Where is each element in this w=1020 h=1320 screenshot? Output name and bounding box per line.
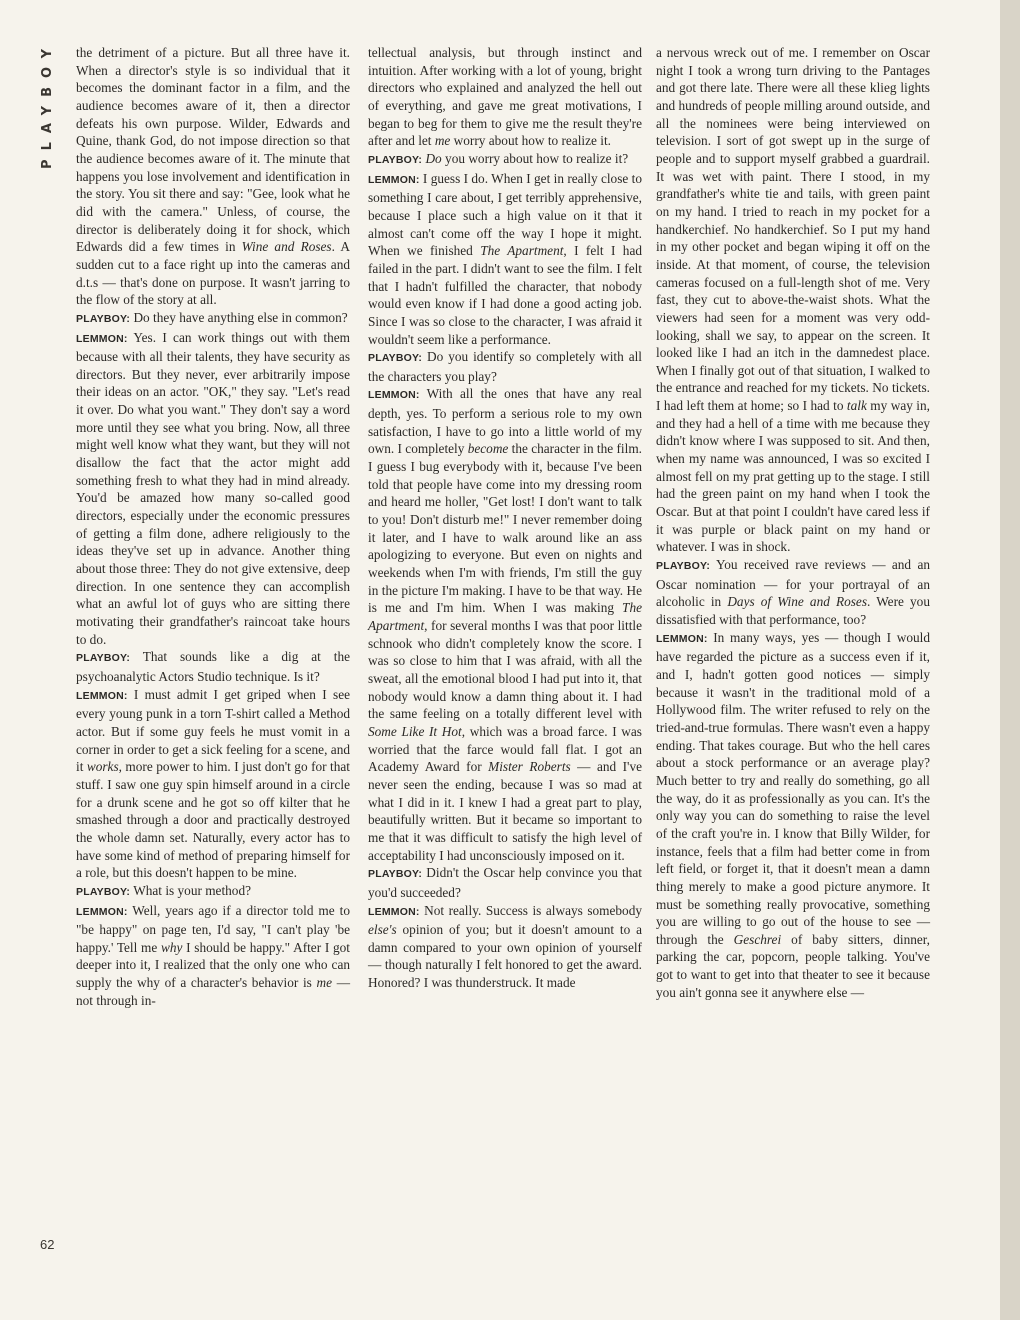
paragraph: LEMMON: In many ways, yes — though I would have regarded the picture as a success even if it, and I, hadn't gotten good notices — simply because it wasn't in the traditional mold of a Hollywood film. The writer refused to rely on the tried-and-true formulas. There wasn't even a happy ending. That takes courage. But who the hell cares about a stock performance or an average play? Much better to try and really do something, go all the way, do it as professionally as you can. It's the only way you can do something to raise the level of the craft you're in. I know that Billy Wilder, for instance, feels that a film had better come in from left field, or forget it, that it doesn't mean a damn thing merely to make a good picture anymore. It must be something really provocative, something you are willing to go out of the house to see — through the Geschrei of baby sitters, dinner, parking the car, popcorn, people talking. You've got to want to get into that theater to see it because you ain't gonna see it anywhere else — — [656, 629, 930, 1000]
paragraph: LEMMON: With all the ones that have any real depth, yes. To perform a serious role to my own satisfaction, I have to go into a little world of my own. I completely become the character in the film. I guess I bug everybody with it, because I've been told that people have come into my dressing room and heard me holler, "Get lost! I don't want to talk to you! Don't disturb me!" I never remember doing it later, and I have to walk around like an ass apologizing to everyone. But even on nights and weekends when I'm with friends, I'm still the guy in the picture I'm making. I have to be that way. He is me and I'm him. When I was making The Apartment, for several months I was that poor little schnook who didn't completely know the score. I was so close to him that I was afraid, with all the sweat, all the emotional blood I had put into it, that nobody would know a damn thing about it. I had the same feeling on a totally different level with Some Like It Hot, which was a broad farce. I was worried that the farce would fall flat. I got an Academy Award for Mister Roberts — and I've never seen the ending, because I was so mad at what I did in it. I knew I had a great part to play, beautifully written. But it became so important to me that it was difficult to satisfy the high level of acceptability I had unconsciously imposed on it. — [368, 386, 642, 863]
paragraph: PLAYBOY: Do they have anything else in common? — [76, 309, 348, 325]
paragraph: PLAYBOY: Do you worry about how to realize it? — [368, 150, 629, 166]
paragraph: PLAYBOY: You received rave reviews — and an Oscar nomination — for your portrayal of an alcoholic in Days of Wine and Roses. Were you dissatisfied with that performance, too? — [656, 557, 930, 627]
paragraph: LEMMON: I must admit I get griped when I see every young punk in a torn T-shirt called a Method actor. But if some guy feels he must vomit in a corner in order to get a sick feeling for a scene, and it works, more power to him. I just don't go for that stuff. I saw one guy spin himself around in a circle for a drunk scene and he got so off kilter that he smashed through a door and practically destroyed the whole damn set. Naturally, every actor has to have some kind of method of preparing himself for a role, but this doesn't happen to be mine. — [76, 686, 350, 881]
page-number: 62 — [40, 1237, 55, 1252]
text-column-2 — [368, 44, 642, 992]
paragraph: the detriment of a picture. But all three have it. When a director's style is so individual that it becomes the dominant factor in a film, and the audience becomes aware of it, then a director defeats his own purpose. Wilder, Edwards and Quine, thank God, do not impose direction so that the audience becomes aware of it. The minute that happens you lose involvement and identification in the story. You sit there and say: "Gee, look what he did with the camera." Unless, of course, the director is deliberately doing it for shock, which Edwards did a few times in Wine and Roses. A sudden cut to a face right up into the cameras and d.t.s — that's done on purpose. It wasn't jarring to the flow of the story at all. — [76, 45, 350, 308]
paragraph: PLAYBOY: Do you identify so completely with all the characters you play? — [368, 349, 642, 384]
paragraph: LEMMON: Well, years ago if a director told me to "be happy" on page ten, I'd say, "I can't play 'be happy.' Tell me why I should be happy." After I got deeper into it, I realized that the only one who can supply the why of a character's behavior is me — not through in- — [76, 902, 350, 1008]
paragraph: LEMMON: Not really. Success is always somebody else's opinion of you; but it doesn't amount to a damn compared to your own opinion of yourself — though naturally I felt honored to get the award. Honored? I was thunderstruck. It made — [368, 902, 642, 991]
paragraph: LEMMON: I guess I do. When I get in really close to something I care about, I get terribly apprehensive, because I place such a high value on it that it almost can't come off the way I hope it might. When we finished The Apartment, I felt I had failed in the part. I didn't want to see the film. I felt that I hadn't fulfilled the character, that nobody would even know if I had done a good acting job. Since I was so close to the character, I was afraid it wouldn't seem like a performance. — [368, 170, 642, 347]
paragraph: PLAYBOY: That sounds like a dig at the psychoanalytic Actors Studio technique. Is it? — [76, 649, 350, 684]
masthead-playboy: PLAYBOY — [40, 40, 55, 169]
text-column-1 — [76, 44, 350, 1009]
paragraph: tellectual analysis, but through instinct and intuition. After working with a lot of young, bright directors who explained and analyzed the hell out of everything, and gave me great motivations, I began to beg for them to give me the result they're after and let me worry about how to realize it. — [368, 45, 642, 149]
paragraph: LEMMON: Yes. I can work things out with them because with all their talents, they have security as directors. But they never, ever arbitrarily impose their ideas on an actor. "OK," they say. "Let's read it over. Do what you want." They don't say a word more until they see what you bring. Now, all three might well know what they want, but they will not disallow the fact that the actor might add something fresh to what they had in mind already. You'd be amazed how many so-called good directors, especially under the economic pressures of getting a film done, adhere religiously to the ideas they've set up in advance. Another thing about those three: They do not give extensive, deep direction. In one sentence they can accomplish what an awful lot of guys who are sitting there motivating their grandfather's raincoat take hours to do. — [76, 329, 350, 647]
paragraph: PLAYBOY: Didn't the Oscar help convince you that you'd succeeded? — [368, 865, 642, 900]
paragraph: a nervous wreck out of me. I remember on Oscar night I took a wrong turn driving to the Pantages and got there late. There were all these klieg lights and hundreds of people milling around outside, and all the nominees were being interviewed on television. I sort of got swept up in the surge of people and to support myself grabbed a guardrail. It was wet with paint. There I stood, in my grandfather's white tie and tails, with green paint on my hand. I tried to reach in my pocket for a handkerchief. No handkerchief. So I put my hand in my other pocket and began wiping it off on the inside. At that moment, of course, the television cameras focused on a full-length shot of me. Very fast, they cut to above-the-waist shots. What the viewers had seen for a moment was very odd-looking, shall we say, to appear on the screen. It looked like I had an itch in the damnedest place. When I finally got out of that situation, I walked to the entrance and reached for my tickets. No tickets. I had left them at home; so I had to talk my way in, and they had a hell of a time with me because they didn't know where I was supposed to sit. And then, when my name was announced, I was so excited I almost fell on my prat getting up to the stage. I still had the green paint on my hand when I took the Oscar. But at that point I couldn't have cared less if it was purple or black paint on my hand or whatever. I was in shock. — [656, 45, 931, 555]
text-column-3 — [656, 44, 930, 1001]
paragraph: PLAYBOY: What is your method? — [76, 882, 252, 898]
